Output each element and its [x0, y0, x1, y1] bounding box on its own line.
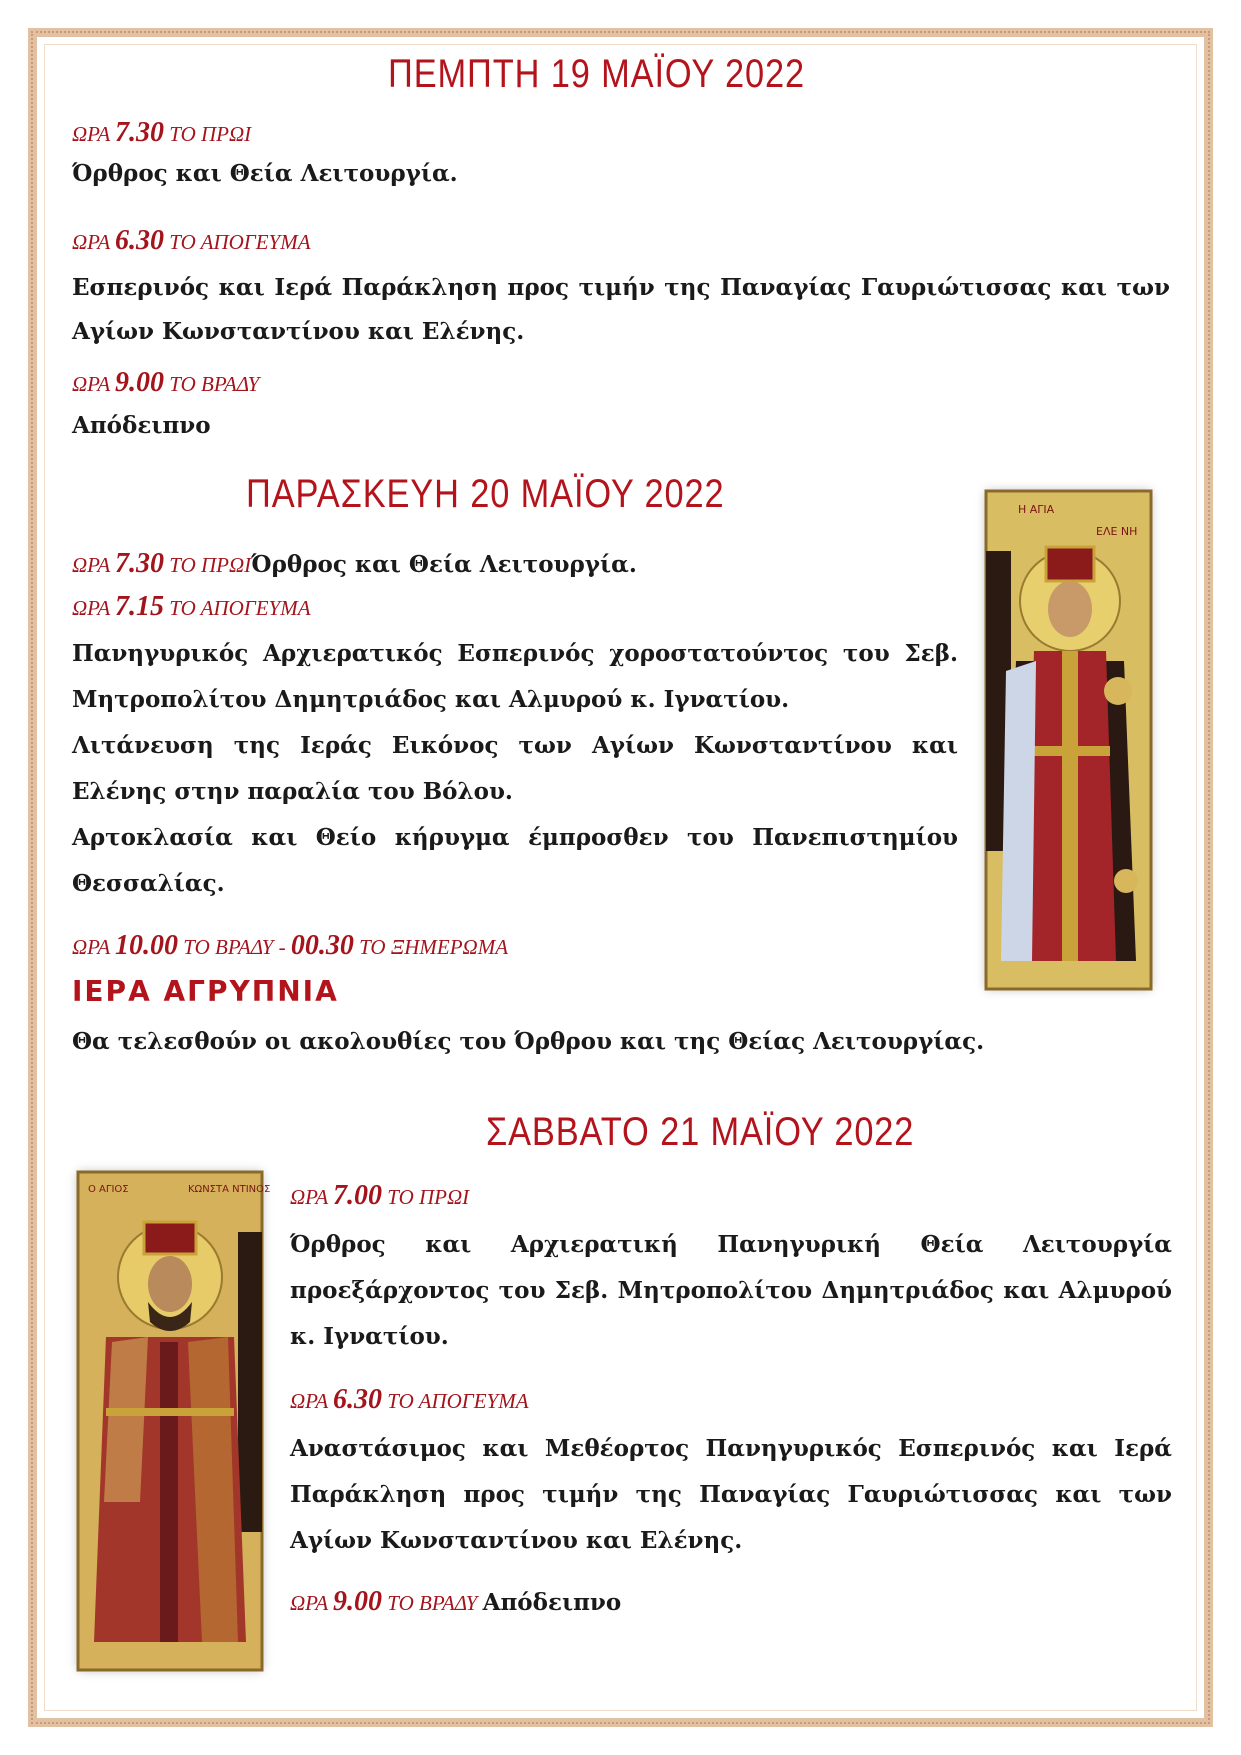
icon-inscription: ΚΩΝΣΤΑ ΝΤΙΝΟΣ — [188, 1184, 271, 1195]
service-time-thursday-morning: ΩΡΑ 7.30 ΤΟ ΠΡΩΙ — [72, 117, 252, 148]
saint-helen-icon — [986, 491, 1151, 989]
service-text-saturday-morning: Όρθρος και Αρχιερατική Πανηγυρική Θεία Λειτουργία προεξάρχοντος του Σεβ. Μητροπολίτου Δημητριάδος και Αλμυρού κ. Ιγνατίου. — [290, 1231, 1172, 1350]
service-text-friday-afternoon — [72, 631, 958, 907]
service-text-saturday-evening: Απόδειπνο — [482, 1589, 622, 1616]
icon-inscription: Ο ΑΓΙΟΣ — [88, 1184, 129, 1195]
saint-constantine-icon — [78, 1172, 271, 1670]
vigil-heading: ΙΕΡΑ ΑΓΡΥΠΝΙΑ — [72, 975, 339, 1008]
service-time-saturday-morning: ΩΡΑ 7.00 ΤΟ ΠΡΩΙ — [290, 1180, 470, 1211]
icon-inscription: ΕΛΕ ΝΗ — [1096, 525, 1138, 538]
service-text-friday-morning: Όρθρος και Θεία Λειτουργία. — [251, 551, 637, 578]
friday-vespers-line: Πανηγυρικός Αρχιερατικός Εσπερινός χοροστατούντος του Σεβ. Μητροπολίτου Δημητριάδος και Αλμυρού κ. Ιγνατίου. — [72, 640, 958, 713]
service-line-saturday-evening: ΩΡΑ 9.00 ΤΟ ΒΡΑΔΥ Απόδειπνο — [290, 1586, 622, 1617]
service-time-saturday-afternoon: ΩΡΑ 6.30 ΤΟ ΑΠΟΓΕΥΜΑ — [290, 1384, 529, 1415]
day-title-saturday: ΣΑΒΒΑΤΟ 21 ΜΑΪΟΥ 2022 — [486, 1110, 915, 1154]
service-text-friday-vigil: Θα τελεσθούν οι ακολουθίες του Όρθρου και της Θείας Λειτουργίας. — [72, 1028, 985, 1055]
service-time-friday-afternoon: ΩΡΑ 7.15 ΤΟ ΑΠΟΓΕΥΜΑ — [72, 591, 311, 622]
friday-procession-line: Λιτάνευση της Ιεράς Εικόνος των Αγίων Κωνσταντίνου και Ελένης στην παραλία του Βόλου. — [72, 732, 958, 805]
service-text-thursday-morning: Όρθρος και Θεία Λειτουργία. — [72, 160, 458, 187]
friday-artoklasia-line: Αρτοκλασία και Θείο κήρυγμα έμπροσθεν του Πανεπιστημίου Θεσσαλίας. — [72, 824, 958, 897]
service-text-thursday-evening: Απόδειπνο — [72, 412, 211, 439]
day-title-friday: ΠΑΡΑΣΚΕΥΗ 20 ΜΑΪΟΥ 2022 — [246, 472, 725, 516]
day-title-thursday: ΠΕΜΠΤΗ 19 ΜΑΪΟΥ 2022 — [388, 52, 805, 96]
service-line-friday-morning: ΩΡΑ 7.30 ΤΟ ΠΡΩΙΌρθρος και Θεία Λειτουργία. — [72, 548, 637, 579]
service-time-thursday-evening: ΩΡΑ 9.00 ΤΟ ΒΡΑΔΥ — [72, 367, 260, 398]
service-text-saturday-afternoon: Αναστάσιμος και Μεθέορτος Πανηγυρικός Εσπερινός και Ιερά Παράκληση προς τιμήν της Παναγίας Γαυριώτισσας και των Αγίων Κωνσταντίνου και Ελένης. — [290, 1435, 1172, 1554]
service-time-friday-vigil: ΩΡΑ 10.00 ΤΟ ΒΡΑΔΥ - 00.30 ΤΟ ΞΗΜΕΡΩΜΑ — [72, 930, 509, 961]
icon-inscription: Η ΑΓΙΑ — [1018, 503, 1055, 516]
service-text-thursday-afternoon: Εσπερινός και Ιερά Παράκληση προς τιμήν της Παναγίας Γαυριώτισσας και των Αγίων Κωνσταντίνου και Ελένης. — [72, 274, 1170, 345]
service-time-thursday-afternoon: ΩΡΑ 6.30 ΤΟ ΑΠΟΓΕΥΜΑ — [72, 225, 311, 256]
